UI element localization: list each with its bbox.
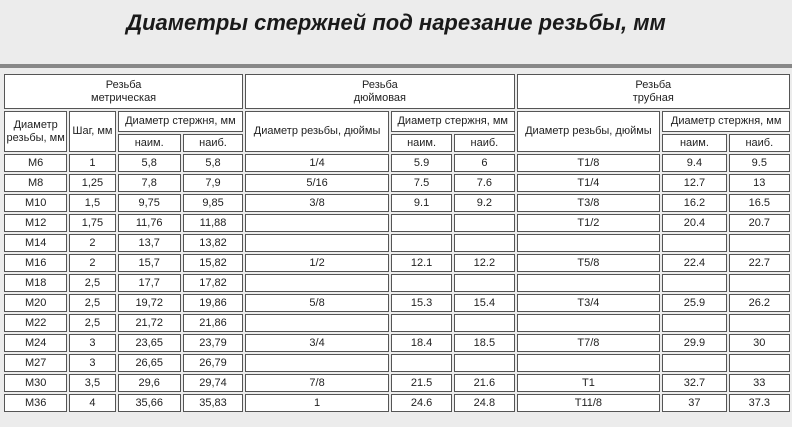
table-row: [4, 194, 790, 212]
col-pitch-header: Шаг, мм: [69, 111, 115, 152]
pipe-size-cell: Т7/8: [517, 334, 661, 352]
inch-size-cell: [245, 234, 389, 252]
inch-size-cell: 1: [245, 394, 389, 412]
page-title: Диаметры стержней под нарезание резьбы, мм: [126, 10, 666, 35]
pitch-cell: 2: [69, 254, 115, 272]
rod-min-cell: 13,7: [118, 234, 181, 252]
rod-min-cell: 7,8: [118, 174, 181, 192]
pipe-size-cell: Т3/8: [517, 194, 661, 212]
table-row: [4, 174, 790, 192]
metric-size-cell: М12: [4, 214, 67, 232]
inch-rod-max-cell: 24.8: [454, 394, 514, 412]
pitch-cell: 3: [69, 354, 115, 372]
pipe-rod-min-cell: 32.7: [662, 374, 726, 392]
rod-max-cell: 23,79: [183, 334, 243, 352]
col-pipe-rod-diameter-header: Диаметр стержня, мм: [662, 111, 790, 132]
pitch-cell: 1: [69, 154, 115, 172]
pipe-rod-min-cell: 22.4: [662, 254, 726, 272]
pipe-rod-min-cell: 29.9: [662, 334, 726, 352]
rod-min-cell: 29,6: [118, 374, 181, 392]
rod-max-cell: 13,82: [183, 234, 243, 252]
inch-size-cell: [245, 214, 389, 232]
pipe-size-cell: [517, 234, 661, 252]
metric-size-cell: М10: [4, 194, 67, 212]
rod-min-cell: 26,65: [118, 354, 181, 372]
inch-rod-min-cell: [391, 214, 452, 232]
metric-size-cell: М30: [4, 374, 67, 392]
table-row: [4, 374, 790, 392]
pitch-cell: 2,5: [69, 294, 115, 312]
rod-min-cell: 9,75: [118, 194, 181, 212]
thread-diameter-table-panel: [2, 72, 790, 422]
pipe-rod-min-cell: [662, 234, 726, 252]
metric-size-cell: М18: [4, 274, 67, 292]
table-row: [4, 294, 790, 312]
rod-max-cell: 7,9: [183, 174, 243, 192]
rod-max-cell: 5,8: [183, 154, 243, 172]
pipe-size-cell: [517, 314, 661, 332]
pipe-size-cell: [517, 354, 661, 372]
metric-size-cell: М6: [4, 154, 67, 172]
rod-min-cell: 21,72: [118, 314, 181, 332]
col-inch-diameter-header: Диаметр резьбы, дюймы: [245, 111, 389, 152]
rod-min-cell: 35,66: [118, 394, 181, 412]
pipe-rod-min-cell: 25.9: [662, 294, 726, 312]
inch-size-cell: 5/8: [245, 294, 389, 312]
pipe-size-cell: Т1/2: [517, 214, 661, 232]
pitch-cell: 3: [69, 334, 115, 352]
inch-rod-min-cell: [391, 274, 452, 292]
pitch-cell: 1,25: [69, 174, 115, 192]
pitch-cell: 2,5: [69, 314, 115, 332]
table-row: [4, 314, 790, 332]
col-rod-diameter-header: Диаметр стержня, мм: [118, 111, 244, 132]
pitch-cell: 2: [69, 234, 115, 252]
pipe-size-cell: Т5/8: [517, 254, 661, 272]
inch-rod-min-cell: 18.4: [391, 334, 452, 352]
metric-size-cell: М14: [4, 234, 67, 252]
table-row: [4, 254, 790, 272]
pipe-rod-min-cell: 12.7: [662, 174, 726, 192]
inch-rod-min-cell: 15.3: [391, 294, 452, 312]
rod-min-cell: 11,76: [118, 214, 181, 232]
inch-rod-max-cell: 9.2: [454, 194, 514, 212]
pipe-rod-min-cell: [662, 274, 726, 292]
rod-max-cell: 19,86: [183, 294, 243, 312]
pipe-rod-min-cell: 20.4: [662, 214, 726, 232]
rod-max-cell: 26,79: [183, 354, 243, 372]
col-max-header: наиб.: [454, 134, 514, 152]
pipe-rod-max-cell: [729, 234, 790, 252]
metric-group-header: Резьба метрическая: [4, 74, 243, 109]
title-divider: [0, 64, 792, 68]
pipe-rod-max-cell: 37.3: [729, 394, 790, 412]
inch-rod-min-cell: [391, 314, 452, 332]
inch-size-cell: [245, 274, 389, 292]
pipe-rod-max-cell: 26.2: [729, 294, 790, 312]
inch-rod-max-cell: 21.6: [454, 374, 514, 392]
pitch-cell: 1,5: [69, 194, 115, 212]
pipe-size-cell: [517, 274, 661, 292]
rod-min-cell: 5,8: [118, 154, 181, 172]
pipe-rod-max-cell: 13: [729, 174, 790, 192]
pitch-cell: 3,5: [69, 374, 115, 392]
metric-size-cell: М20: [4, 294, 67, 312]
col-thread-diameter-header: Диаметр резьбы, мм: [4, 111, 67, 152]
col-max-header: наиб.: [183, 134, 243, 152]
rod-max-cell: 11,88: [183, 214, 243, 232]
pitch-cell: 4: [69, 394, 115, 412]
inch-rod-min-cell: [391, 234, 452, 252]
pipe-rod-min-cell: 16.2: [662, 194, 726, 212]
metric-size-cell: М27: [4, 354, 67, 372]
inch-rod-max-cell: [454, 314, 514, 332]
table-row: [4, 394, 790, 412]
pipe-size-cell: Т1/4: [517, 174, 661, 192]
inch-rod-min-cell: 21.5: [391, 374, 452, 392]
table-row: [4, 274, 790, 292]
col-pipe-diameter-header: Диаметр резьбы, дюймы: [517, 111, 661, 152]
inch-rod-max-cell: 7.6: [454, 174, 514, 192]
pipe-size-cell: Т3/4: [517, 294, 661, 312]
pipe-rod-max-cell: 20.7: [729, 214, 790, 232]
inch-size-cell: 3/4: [245, 334, 389, 352]
metric-size-cell: М22: [4, 314, 67, 332]
pitch-cell: 1,75: [69, 214, 115, 232]
pipe-size-cell: Т1/8: [517, 154, 661, 172]
rod-max-cell: 21,86: [183, 314, 243, 332]
inch-rod-max-cell: 18.5: [454, 334, 514, 352]
metric-size-cell: М8: [4, 174, 67, 192]
rod-max-cell: 15,82: [183, 254, 243, 272]
pipe-rod-min-cell: [662, 354, 726, 372]
table-row: [4, 154, 790, 172]
rod-min-cell: 17,7: [118, 274, 181, 292]
pitch-cell: 2,5: [69, 274, 115, 292]
inch-rod-max-cell: 6: [454, 154, 514, 172]
pipe-rod-max-cell: [729, 354, 790, 372]
rod-max-cell: 29,74: [183, 374, 243, 392]
pipe-rod-max-cell: 9.5: [729, 154, 790, 172]
rod-max-cell: 35,83: [183, 394, 243, 412]
col-min-header: наим.: [662, 134, 726, 152]
col-inch-rod-diameter-header: Диаметр стержня, мм: [391, 111, 515, 132]
inch-size-cell: 7/8: [245, 374, 389, 392]
rod-max-cell: 17,82: [183, 274, 243, 292]
table-row: [4, 334, 790, 352]
inch-rod-min-cell: [391, 354, 452, 372]
inch-size-cell: 1/4: [245, 154, 389, 172]
pipe-rod-max-cell: [729, 274, 790, 292]
inch-size-cell: 3/8: [245, 194, 389, 212]
inch-rod-max-cell: [454, 234, 514, 252]
inch-rod-max-cell: 12.2: [454, 254, 514, 272]
inch-group-header: Резьба дюймовая: [245, 74, 514, 109]
rod-max-cell: 9,85: [183, 194, 243, 212]
thread-diameter-table: [2, 72, 792, 414]
rod-min-cell: 23,65: [118, 334, 181, 352]
inch-rod-max-cell: 15.4: [454, 294, 514, 312]
table-row: [4, 354, 790, 372]
metric-size-cell: М16: [4, 254, 67, 272]
inch-rod-max-cell: [454, 354, 514, 372]
pipe-rod-max-cell: [729, 314, 790, 332]
pipe-rod-max-cell: 30: [729, 334, 790, 352]
metric-size-cell: М36: [4, 394, 67, 412]
inch-rod-min-cell: 7.5: [391, 174, 452, 192]
col-min-header: наим.: [391, 134, 452, 152]
inch-size-cell: 5/16: [245, 174, 389, 192]
pipe-rod-max-cell: 16.5: [729, 194, 790, 212]
table-row: [4, 214, 790, 232]
pipe-rod-min-cell: 9.4: [662, 154, 726, 172]
pipe-rod-max-cell: 22.7: [729, 254, 790, 272]
inch-size-cell: [245, 314, 389, 332]
pipe-group-header: Резьба трубная: [517, 74, 790, 109]
pipe-size-cell: Т1: [517, 374, 661, 392]
inch-rod-min-cell: 12.1: [391, 254, 452, 272]
inch-rod-min-cell: 9.1: [391, 194, 452, 212]
inch-rod-max-cell: [454, 214, 514, 232]
pipe-rod-max-cell: 33: [729, 374, 790, 392]
inch-size-cell: 1/2: [245, 254, 389, 272]
rod-min-cell: 19,72: [118, 294, 181, 312]
col-min-header: наим.: [118, 134, 181, 152]
metric-size-cell: М24: [4, 334, 67, 352]
pipe-rod-min-cell: 37: [662, 394, 726, 412]
inch-size-cell: [245, 354, 389, 372]
col-max-header: наиб.: [729, 134, 790, 152]
inch-rod-min-cell: 24.6: [391, 394, 452, 412]
rod-min-cell: 15,7: [118, 254, 181, 272]
table-row: [4, 234, 790, 252]
inch-rod-max-cell: [454, 274, 514, 292]
inch-rod-min-cell: 5.9: [391, 154, 452, 172]
pipe-size-cell: Т11/8: [517, 394, 661, 412]
pipe-rod-min-cell: [662, 314, 726, 332]
